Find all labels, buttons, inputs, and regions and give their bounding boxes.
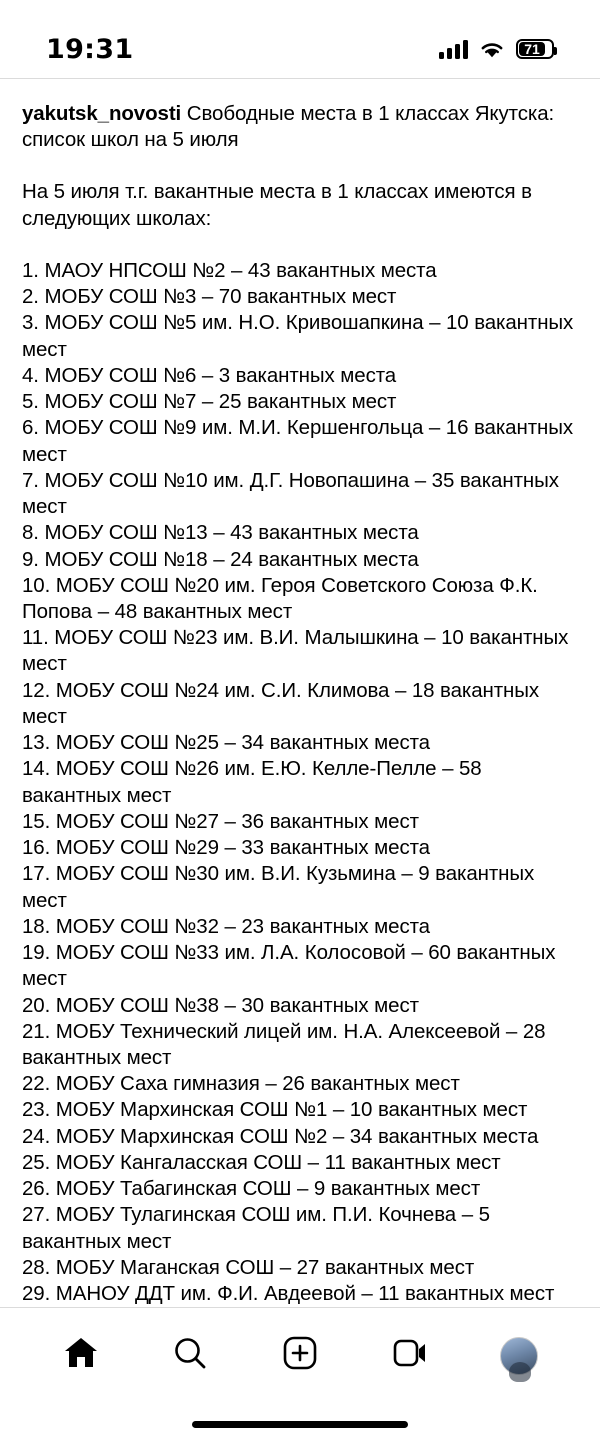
school-list-item: 14. МОБУ СОШ №26 им. Е.Ю. Келле-Пелле – 58 вакантных мест — [22, 757, 482, 807]
school-list-item: 13. МОБУ СОШ №25 – 34 вакантных места — [22, 731, 430, 755]
school-list-item: 17. МОБУ СОШ №30 им. В.И. Кузьмина – 9 вакантных мест — [22, 862, 535, 912]
school-list-item: 23. МОБУ Мархинская СОШ №1 – 10 вакантных мест — [22, 1098, 528, 1122]
caption-intro: На 5 июля т.г. вакантные места в 1 классах имеются в следующих школах: — [22, 180, 532, 230]
status-time: 19:31 — [46, 33, 134, 65]
bottom-navigation-bar — [0, 1307, 600, 1403]
school-list-item: 3. МОБУ СОШ №5 им. Н.О. Кривошапкина – 10 вакантных мест — [22, 311, 574, 361]
school-list-item: 28. МОБУ Маганская СОШ – 27 вакантных мест — [22, 1255, 475, 1279]
school-list-item: 21. МОБУ Технический лицей им. Н.А. Алексеевой – 28 вакантных мест — [22, 1019, 546, 1069]
home-indicator-area — [0, 1403, 600, 1445]
school-list-item: 26. МОБУ Табагинская СОШ – 9 вакантных мест — [22, 1177, 481, 1201]
nav-home[interactable] — [53, 1328, 109, 1384]
home-indicator[interactable] — [192, 1421, 408, 1428]
caption-spacer-1 — [22, 153, 578, 179]
school-list-item: 24. МОБУ Мархинская СОШ №2 – 34 вакантных места — [22, 1124, 539, 1148]
school-list-item: 6. МОБУ СОШ №9 им. М.И. Кершенгольца – 16 вакантных мест — [22, 416, 573, 466]
home-icon — [63, 1336, 99, 1375]
school-list-item: 16. МОБУ СОШ №29 – 33 вакантных места — [22, 836, 430, 860]
nav-reels[interactable] — [382, 1328, 438, 1384]
school-list-item: 18. МОБУ СОШ №32 – 23 вакантных места — [22, 914, 430, 938]
post-username[interactable]: yakutsk_novosti — [22, 102, 182, 125]
cellular-signal-icon — [439, 40, 468, 59]
status-bar — [0, 0, 600, 78]
school-list-item: 5. МОБУ СОШ №7 – 25 вакантных мест — [22, 390, 397, 414]
school-list-item: 25. МОБУ Кангаласская СОШ – 11 вакантных мест — [22, 1150, 501, 1174]
school-list-item: 1. МАОУ НПСОШ №2 – 43 вакантных места — [22, 258, 437, 282]
nav-create[interactable] — [272, 1328, 328, 1384]
search-icon — [173, 1336, 207, 1375]
post-caption-area — [0, 79, 600, 1307]
nav-search[interactable] — [162, 1328, 218, 1384]
school-list-item: 19. МОБУ СОШ №33 им. Л.А. Колосовой – 60 вакантных мест — [22, 941, 556, 991]
battery-icon — [516, 39, 554, 59]
reels-icon — [393, 1337, 427, 1374]
caption-title-line — [22, 101, 578, 153]
create-post-icon — [283, 1336, 317, 1375]
school-list-item: 7. МОБУ СОШ №10 им. Д.Г. Новопашина – 35 вакантных мест — [22, 468, 559, 519]
profile-avatar — [500, 1337, 538, 1375]
caption-spacer-2 — [22, 232, 578, 258]
school-list-item: 20. МОБУ СОШ №38 – 30 вакантных мест — [22, 993, 419, 1017]
school-list-item: 10. МОБУ СОШ №20 им. Героя Советского Союза Ф.К. Попова – 48 вакантных мест — [22, 573, 538, 623]
school-list-item: 11. МОБУ СОШ №23 им. В.И. Малышкина – 10 вакантных мест — [22, 626, 569, 676]
school-list-item: 4. МОБУ СОШ №6 – 3 вакантных места — [22, 363, 397, 387]
battery-percent: 71 — [524, 41, 540, 57]
school-list-item: 8. МОБУ СОШ №13 – 43 вакантных места — [22, 521, 419, 545]
post-title: Свободные места в 1 классах Якутска: список школ на 5 июля — [22, 102, 555, 152]
post-caption — [22, 101, 578, 1307]
school-list-item: 27. МОБУ Тулагинская СОШ им. П.И. Кочнева – 5 вакантных мест — [22, 1203, 490, 1253]
status-indicators — [439, 39, 554, 59]
school-list — [22, 258, 578, 1307]
nav-profile[interactable] — [491, 1328, 547, 1384]
school-list-item: 2. МОБУ СОШ №3 – 70 вакантных мест — [22, 285, 397, 309]
school-list-item: 22. МОБУ Саха гимназия – 26 вакантных мест — [22, 1072, 460, 1096]
school-list-item: 29. МАНОУ ДДТ им. Ф.И. Авдеевой – 11 вакантных мест — [22, 1282, 555, 1306]
school-list-item: 15. МОБУ СОШ №27 – 36 вакантных мест — [22, 809, 419, 833]
wifi-icon — [479, 40, 505, 59]
school-list-item: 9. МОБУ СОШ №18 – 24 вакантных места — [22, 547, 419, 571]
school-list-item: 12. МОБУ СОШ №24 им. С.И. Климова – 18 вакантных мест — [22, 678, 540, 728]
